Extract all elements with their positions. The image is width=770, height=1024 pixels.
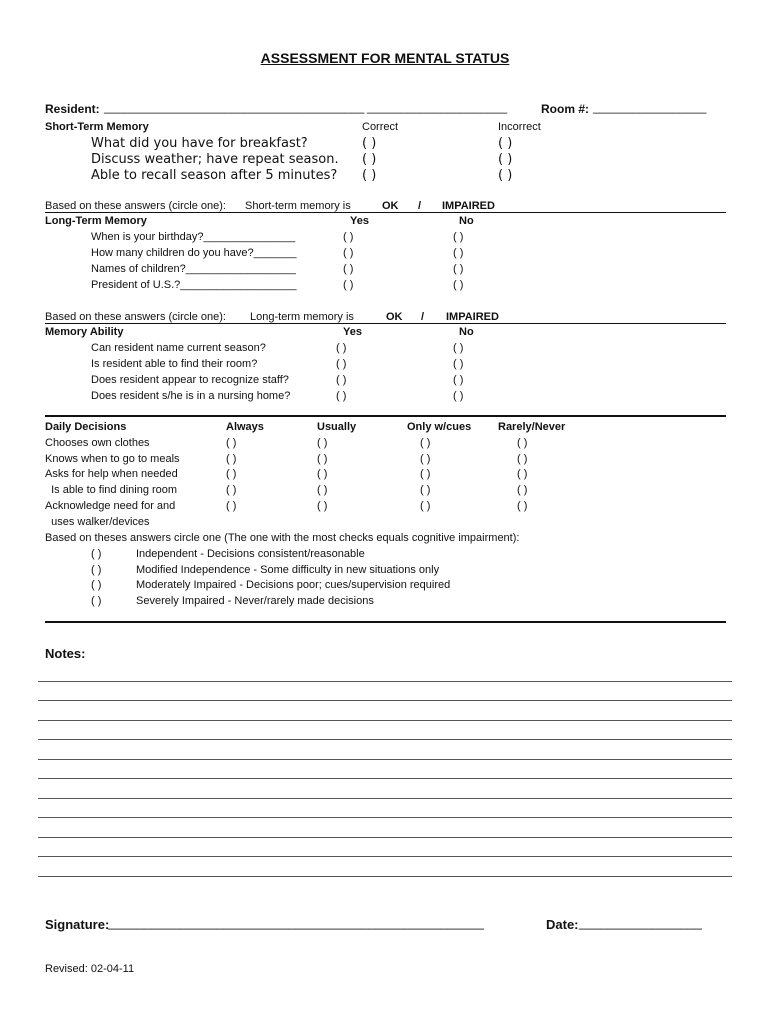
divider [45, 212, 726, 213]
long-term-question: When is your birthday?_______________ [91, 231, 296, 243]
notes-line[interactable] [38, 720, 732, 721]
short-term-ok-option[interactable]: OK [382, 200, 399, 212]
revised-date: Revised: 02-04-11 [45, 963, 135, 975]
long-term-no-box[interactable]: ( ) [453, 231, 464, 243]
always-box[interactable]: ( ) [226, 484, 237, 496]
short-term-incorrect-box[interactable]: ( ) [498, 136, 513, 151]
date-label: Date: [546, 917, 579, 932]
divider [45, 323, 726, 324]
memory-ability-no-box[interactable]: ( ) [453, 374, 464, 386]
memory-ability-no-box[interactable]: ( ) [453, 390, 464, 402]
long-term-yes-box[interactable]: ( ) [343, 231, 354, 243]
memory-ability-no-box[interactable]: ( ) [453, 358, 464, 370]
usually-box[interactable]: ( ) [317, 453, 328, 465]
room-label: Room #: [541, 102, 589, 116]
daily-decisions-heading: Daily Decisions [45, 421, 127, 433]
notes-line[interactable] [38, 739, 732, 740]
notes-label: Notes: [45, 646, 86, 661]
short-term-col-incorrect: Incorrect [498, 121, 541, 133]
notes-line[interactable] [38, 856, 732, 857]
rarely-never-box[interactable]: ( ) [517, 500, 528, 512]
long-term-col-no: No [459, 215, 474, 227]
notes-line[interactable] [38, 681, 732, 682]
long-term-yes-box[interactable]: ( ) [343, 247, 354, 259]
notes-line[interactable] [38, 837, 732, 838]
resident-field-extra[interactable]: _____________________ [367, 100, 508, 114]
usually-box[interactable]: ( ) [317, 484, 328, 496]
long-term-col-yes: Yes [350, 215, 369, 227]
memory-ability-question: Does resident s/he is in a nursing home? [91, 390, 291, 402]
memory-ability-col-no: No [459, 326, 474, 338]
always-box[interactable]: ( ) [226, 437, 237, 449]
memory-ability-question: Is resident able to find their room? [91, 358, 258, 370]
notes-line[interactable] [38, 876, 732, 877]
always-box[interactable]: ( ) [226, 453, 237, 465]
usually-box[interactable]: ( ) [317, 500, 328, 512]
usually-box[interactable]: ( ) [317, 468, 328, 480]
memory-ability-yes-box[interactable]: ( ) [336, 390, 347, 402]
daily-decisions-row-label: Knows when to go to meals [45, 453, 180, 465]
daily-decisions-col-only-with-cues: Only w/cues [407, 421, 472, 433]
short-term-heading: Short-Term Memory [45, 121, 149, 133]
long-term-no-box[interactable]: ( ) [453, 247, 464, 259]
memory-ability-question: Does resident appear to recognize staff? [91, 374, 289, 386]
level-box[interactable]: ( ) [91, 564, 102, 576]
signature-field[interactable]: ____________________________________________________ [108, 915, 484, 930]
level-box[interactable]: ( ) [91, 548, 102, 560]
level-box[interactable]: ( ) [91, 595, 102, 607]
long-term-question: How many children do you have?_______ [91, 247, 297, 259]
notes-line[interactable] [38, 778, 732, 779]
level-box[interactable]: ( ) [91, 579, 102, 591]
long-term-ok-option[interactable]: OK [386, 311, 403, 323]
daily-decisions-col-usually: Usually [317, 421, 357, 433]
notes-line[interactable] [38, 817, 732, 818]
divider [45, 415, 726, 417]
slash: / [418, 200, 422, 212]
short-term-result-label: Short-term memory is [245, 200, 351, 212]
long-term-question: Names of children?__________________ [91, 263, 296, 275]
short-term-col-correct: Correct [362, 121, 399, 133]
short-term-incorrect-box[interactable]: ( ) [498, 168, 513, 183]
level-option-severely-impaired: Severely Impaired - Never/rarely made decisions [136, 595, 374, 607]
rarely-never-box[interactable]: ( ) [517, 468, 528, 480]
level-option-modified: Modified Independence - Some difficulty in new situations only [136, 564, 440, 576]
only-with-cues-box[interactable]: ( ) [420, 468, 431, 480]
divider [45, 621, 726, 623]
daily-decisions-col-rarely-never: Rarely/Never [498, 421, 566, 433]
page-title: ASSESSMENT FOR MENTAL STATUS [260, 50, 510, 66]
memory-ability-col-yes: Yes [343, 326, 362, 338]
always-box[interactable]: ( ) [226, 468, 237, 480]
daily-decisions-row-label: Is able to find dining room [45, 484, 178, 496]
date-field[interactable]: _________________ [579, 915, 702, 930]
long-term-result-label: Long-term memory is [250, 311, 354, 323]
memory-ability-no-box[interactable]: ( ) [453, 342, 464, 354]
short-term-question: Discuss weather; have repeat season. [91, 152, 339, 167]
short-term-question: What did you have for breakfast? [91, 136, 308, 151]
long-term-impaired-option[interactable]: IMPAIRED [446, 311, 499, 323]
memory-ability-yes-box[interactable]: ( ) [336, 374, 347, 386]
signature-label: Signature: [45, 917, 110, 932]
long-term-yes-box[interactable]: ( ) [343, 279, 354, 291]
long-term-heading: Long-Term Memory [45, 215, 147, 227]
long-term-no-box[interactable]: ( ) [453, 263, 464, 275]
long-term-question: President of U.S.?___________________ [91, 279, 297, 291]
daily-decisions-row-label: Acknowledge need for and [45, 500, 176, 512]
memory-ability-yes-box[interactable]: ( ) [336, 358, 347, 370]
only-with-cues-box[interactable]: ( ) [420, 484, 431, 496]
short-term-correct-box[interactable]: ( ) [362, 168, 377, 183]
short-term-incorrect-box[interactable]: ( ) [498, 152, 513, 167]
long-term-yes-box[interactable]: ( ) [343, 263, 354, 275]
rarely-never-box[interactable]: ( ) [517, 484, 528, 496]
rarely-never-box[interactable]: ( ) [517, 453, 528, 465]
short-term-question: Able to recall season after 5 minutes? [91, 168, 338, 183]
notes-line[interactable] [38, 700, 732, 701]
memory-ability-heading: Memory Ability [45, 326, 124, 338]
slash: / [421, 311, 425, 323]
notes-line[interactable] [38, 798, 732, 799]
room-field[interactable]: _________________ [593, 100, 707, 114]
level-option-moderately-impaired: Moderately Impaired - Decisions poor; cues/supervision required [136, 579, 451, 591]
level-option-independent: Independent - Decisions consistent/reasonable [136, 548, 365, 560]
always-box[interactable]: ( ) [226, 500, 237, 512]
only-with-cues-box[interactable]: ( ) [420, 437, 431, 449]
short-term-impaired-option[interactable]: IMPAIRED [442, 200, 495, 212]
usually-box[interactable]: ( ) [317, 437, 328, 449]
daily-decisions-col-always: Always [226, 421, 264, 433]
short-term-result-prefix: Based on these answers (circle one): [45, 200, 226, 212]
only-with-cues-box[interactable]: ( ) [420, 500, 431, 512]
resident-label: Resident: [45, 102, 100, 116]
resident-field[interactable]: _______________________________________ [104, 100, 365, 114]
daily-decisions-row-label: Asks for help when needed [45, 468, 178, 480]
memory-ability-yes-box[interactable]: ( ) [336, 342, 347, 354]
long-term-no-box[interactable]: ( ) [453, 279, 464, 291]
daily-decisions-row-label-cont: uses walker/devices [45, 516, 150, 528]
notes-line[interactable] [38, 759, 732, 760]
rarely-never-box[interactable]: ( ) [517, 437, 528, 449]
short-term-correct-box[interactable]: ( ) [362, 136, 377, 151]
short-term-correct-box[interactable]: ( ) [362, 152, 377, 167]
long-term-result-prefix: Based on these answers (circle one): [45, 311, 226, 323]
memory-ability-question: Can resident name current season? [91, 342, 266, 354]
only-with-cues-box[interactable]: ( ) [420, 453, 431, 465]
daily-decisions-instruction: Based on theses answers circle one (The one with the most checks equals cognitive impairment): [45, 532, 520, 544]
daily-decisions-row-label: Chooses own clothes [45, 437, 150, 449]
